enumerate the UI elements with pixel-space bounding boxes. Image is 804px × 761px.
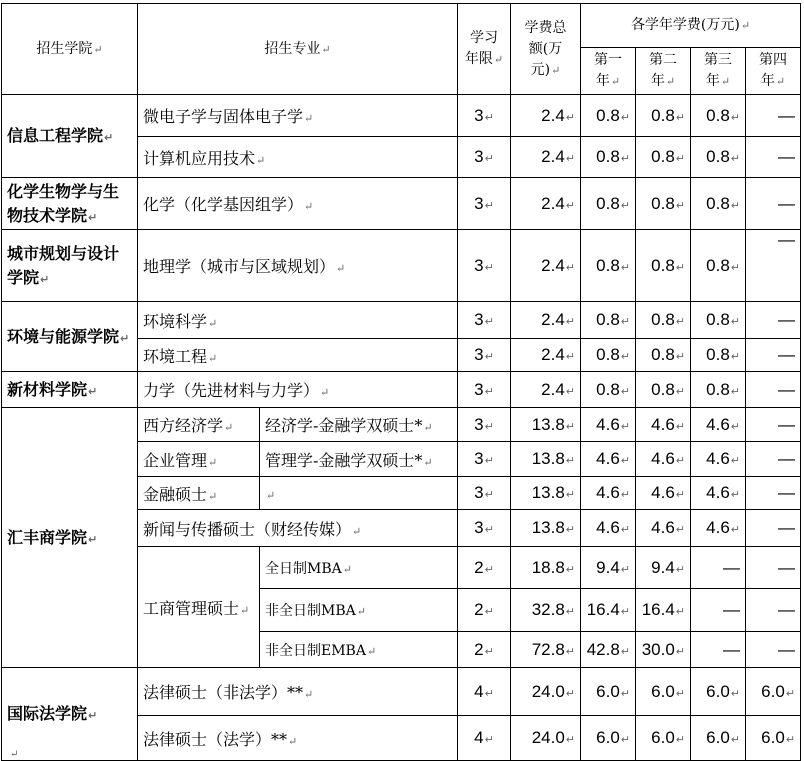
year2-cell: 0.8↵: [636, 95, 691, 137]
year1-cell: 0.8↵: [581, 372, 636, 408]
year1-cell: 0.8↵: [581, 137, 636, 178]
table-row: [2, 372, 801, 408]
header-study-years: 学习 年限↵: [458, 4, 511, 95]
year3-cell: —: [691, 589, 746, 632]
year1-cell: 4.6↵: [581, 442, 636, 477]
header-total-fee: 学费总 额(万 元)↵: [511, 4, 581, 95]
year4-cell: —: [746, 137, 801, 178]
table-row: [2, 668, 801, 716]
years-cell: 3↵: [458, 178, 511, 230]
header-row-1: [2, 4, 801, 48]
year4-cell: —: [746, 510, 801, 547]
years-cell: 3↵: [458, 372, 511, 408]
total-cell: 2.4↵: [511, 95, 581, 137]
year3-cell: 0.8↵: [691, 230, 746, 302]
college-cell: 国际法学院↵: [2, 668, 138, 761]
year2-cell: 30.0↵: [636, 632, 691, 668]
years-cell: 2↵: [458, 632, 511, 668]
year4-cell: —: [746, 339, 801, 372]
college-cell: 化学生物学与生物技术学院↵: [2, 178, 138, 230]
years-cell: 2↵: [458, 589, 511, 632]
header-year-2: 第二 年↵: [636, 48, 691, 95]
year2-cell: 0.8↵: [636, 372, 691, 408]
year2-cell: 0.8↵: [636, 137, 691, 178]
major-cell: 企业管理↵: [138, 442, 260, 477]
year4-cell: —: [746, 178, 801, 230]
year3-cell: 6.0↵: [691, 668, 746, 716]
year4-cell: —: [746, 632, 801, 668]
header-major: 招生专业↵: [138, 4, 458, 95]
header-college: 招生学院↵: [2, 4, 138, 95]
year2-cell: 4.6↵: [636, 510, 691, 547]
table-row: [2, 408, 801, 442]
year2-cell: 4.6↵: [636, 408, 691, 442]
year3-cell: 0.8↵: [691, 302, 746, 339]
year2-cell: 6.0↵: [636, 716, 691, 761]
years-cell: 3↵: [458, 339, 511, 372]
table-row: [2, 302, 801, 339]
years-cell: 3↵: [458, 95, 511, 137]
sub-major-cell: 全日制MBA↵: [260, 547, 458, 589]
college-cell: 信息工程学院↵: [2, 95, 138, 178]
year3-cell: 6.0↵: [691, 716, 746, 761]
major-cell: 环境科学↵: [138, 302, 458, 339]
year4-cell: —: [746, 372, 801, 408]
year4-cell: —: [746, 442, 801, 477]
table-row: [2, 230, 801, 302]
total-cell: 24.0↵: [511, 716, 581, 761]
years-cell: 3↵: [458, 510, 511, 547]
total-cell: 2.4↵: [511, 178, 581, 230]
year4-cell: 6.0↵: [746, 716, 801, 761]
year2-cell: 4.6↵: [636, 477, 691, 510]
total-cell: 13.8↵: [511, 442, 581, 477]
sub-major-cell: 非全日制MBA↵: [260, 589, 458, 632]
years-cell: 4↵: [458, 716, 511, 761]
years-cell: 3↵: [458, 442, 511, 477]
year3-cell: 0.8↵: [691, 95, 746, 137]
year1-cell: 42.8↵: [581, 632, 636, 668]
year1-cell: 4.6↵: [581, 408, 636, 442]
year3-cell: 0.8↵: [691, 339, 746, 372]
year1-cell: 0.8↵: [581, 230, 636, 302]
total-cell: 2.4↵: [511, 230, 581, 302]
major-cell: 环境工程↵: [138, 339, 458, 372]
college-cell: 汇丰商学院↵: [2, 408, 138, 668]
year1-cell: 0.8↵: [581, 302, 636, 339]
total-cell: 2.4↵: [511, 339, 581, 372]
total-cell: 13.8↵: [511, 477, 581, 510]
year1-cell: 16.4↵: [581, 589, 636, 632]
year1-cell: 6.0↵: [581, 716, 636, 761]
major-cell: 法律硕士（非法学）**↵: [138, 668, 458, 716]
table-row: [2, 178, 801, 230]
total-cell: 32.8↵: [511, 589, 581, 632]
total-cell: 72.8↵: [511, 632, 581, 668]
year2-cell: 16.4↵: [636, 589, 691, 632]
major-cell: 工商管理硕士↵: [138, 547, 260, 668]
years-cell: 3↵: [458, 137, 511, 178]
year1-cell: 9.4↵: [581, 547, 636, 589]
header-year-4: 第四 年↵: [746, 48, 801, 95]
major-cell: 新闻与传播硕士（财经传媒）↵: [138, 510, 458, 547]
major-cell: 西方经济学↵: [138, 408, 260, 442]
year4-cell: —: [746, 477, 801, 510]
year2-cell: 0.8↵: [636, 302, 691, 339]
year3-cell: 4.6↵: [691, 442, 746, 477]
year4-cell: —: [746, 95, 801, 137]
year4-cell: —: [746, 547, 801, 589]
college-cell: 城市规划与设计学院↵: [2, 230, 138, 302]
year4-cell: —: [746, 589, 801, 632]
header-year-3: 第三 年↵: [691, 48, 746, 95]
year1-cell: 0.8↵: [581, 95, 636, 137]
year1-cell: 6.0↵: [581, 668, 636, 716]
year1-cell: 0.8↵: [581, 178, 636, 230]
year1-cell: 0.8↵: [581, 339, 636, 372]
major-cell: 法律硕士（法学）**↵: [138, 716, 458, 761]
major-cell: 化学（化学基因组学）↵: [138, 178, 458, 230]
year1-cell: 4.6↵: [581, 477, 636, 510]
years-cell: 3↵: [458, 230, 511, 302]
table-row: [2, 95, 801, 137]
years-cell: 2↵: [458, 547, 511, 589]
major-cell: 金融硕士↵: [138, 477, 260, 510]
sub-major-cell: 经济学-金融学双硕士*↵: [260, 408, 458, 442]
total-cell: 2.4↵: [511, 137, 581, 178]
year3-cell: 0.8↵: [691, 372, 746, 408]
header-annual-fee: 各学年学费(万元)↵: [581, 4, 801, 48]
year3-cell: —: [691, 547, 746, 589]
years-cell: 4↵: [458, 668, 511, 716]
tuition-fee-table: [1, 3, 801, 761]
year3-cell: 4.6↵: [691, 477, 746, 510]
year3-cell: 0.8↵: [691, 178, 746, 230]
college-cell: 新材料学院↵: [2, 372, 138, 408]
year1-cell: 4.6↵: [581, 510, 636, 547]
year2-cell: 0.8↵: [636, 230, 691, 302]
major-cell: 计算机应用技术↵: [138, 137, 458, 178]
sub-major-cell: 管理学-金融学双硕士*↵: [260, 442, 458, 477]
total-cell: 24.0↵: [511, 668, 581, 716]
years-cell: 3↵: [458, 302, 511, 339]
years-cell: 3↵: [458, 408, 511, 442]
total-cell: 13.8↵: [511, 510, 581, 547]
year3-cell: —: [691, 632, 746, 668]
major-cell: 力学（先进材料与力学）↵: [138, 372, 458, 408]
year3-cell: 4.6↵: [691, 510, 746, 547]
total-cell: 2.4↵: [511, 302, 581, 339]
year2-cell: 9.4↵: [636, 547, 691, 589]
year4-cell: —: [746, 230, 801, 302]
year2-cell: 0.8↵: [636, 339, 691, 372]
total-cell: 13.8↵: [511, 408, 581, 442]
total-cell: 2.4↵: [511, 372, 581, 408]
year3-cell: 4.6↵: [691, 408, 746, 442]
year4-cell: —: [746, 408, 801, 442]
sub-major-cell: ↵: [260, 477, 458, 510]
major-cell: 地理学（城市与区域规划）↵: [138, 230, 458, 302]
major-cell: 微电子学与固体电子学↵: [138, 95, 458, 137]
year2-cell: 6.0↵: [636, 668, 691, 716]
header-year-1: 第一 年↵: [581, 48, 636, 95]
year2-cell: 4.6↵: [636, 442, 691, 477]
year4-cell: —: [746, 302, 801, 339]
paragraph-mark: ↵: [10, 749, 19, 760]
years-cell: 3↵: [458, 477, 511, 510]
total-cell: 18.8↵: [511, 547, 581, 589]
year2-cell: 0.8↵: [636, 178, 691, 230]
college-cell: 环境与能源学院↵: [2, 302, 138, 372]
year4-cell: 6.0↵: [746, 668, 801, 716]
sub-major-cell: 非全日制EMBA↵: [260, 632, 458, 668]
year3-cell: 0.8↵: [691, 137, 746, 178]
